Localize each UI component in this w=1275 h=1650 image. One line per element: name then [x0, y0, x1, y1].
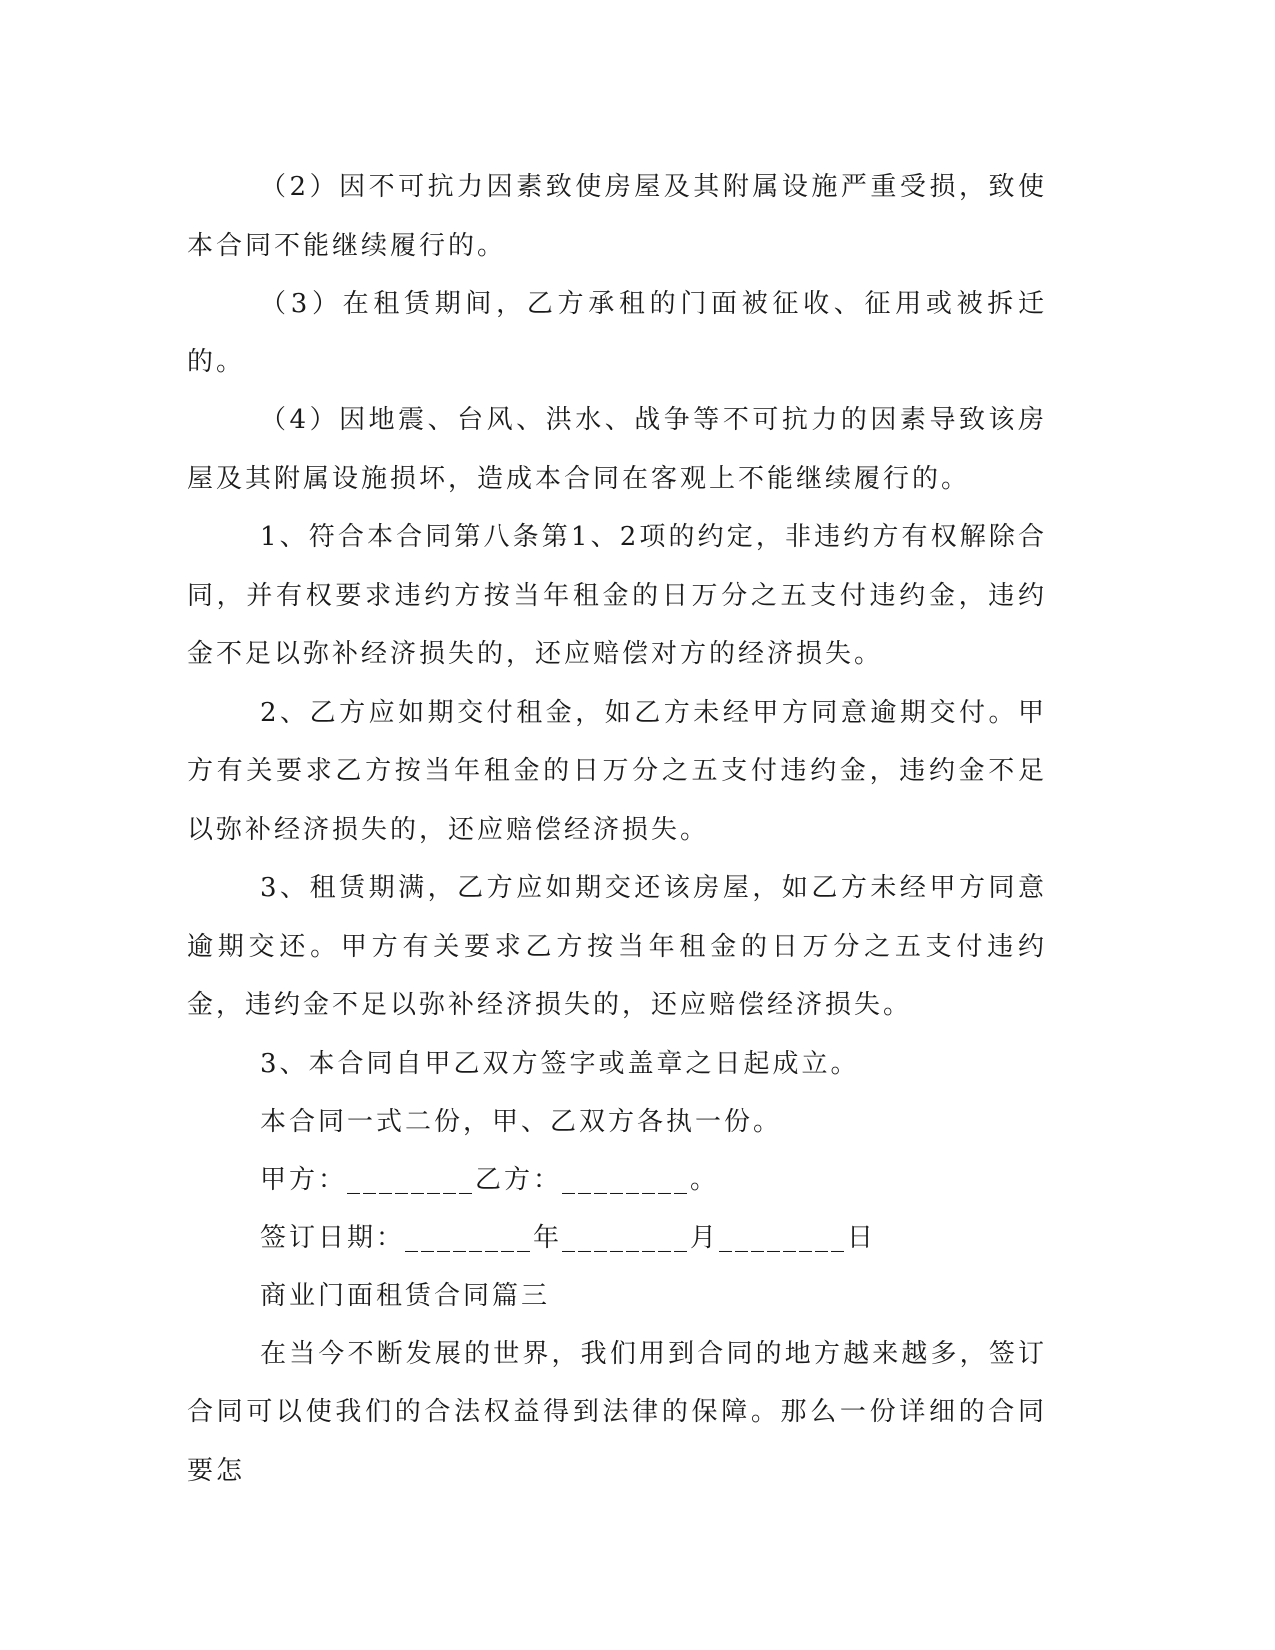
- section-heading: 商业门面租赁合同篇三: [260, 1280, 551, 1311]
- clause-late-return-penalty: 3、租赁期满，乙方应如期交还该房屋，如乙方未经甲方同意逾期交还。甲方有关要求乙方按当年租金的日万分之五支付违约金，违约金不足以弥补经济损失的，还应赔偿经济损失。: [187, 873, 1047, 1020]
- clause-termination-penalty: 1、符合本合同第八条第1、2项的约定，非违约方有权解除合同，并有权要求违约方按当年租金的日万分之五支付违约金，违约金不足以弥补经济损失的，还应赔偿对方的经济损失。: [187, 522, 1047, 669]
- signing-date-line: 签订日期：________年________月________日: [260, 1222, 877, 1253]
- signature-parties-line: 甲方：________乙方：________。: [260, 1164, 720, 1195]
- clause-natural-disaster: （4）因地震、台风、洪水、战争等不可抗力的因素导致该房屋及其附属设施损坏，造成本合同在客观上不能继续履行的。: [187, 405, 1047, 494]
- clause-copies: 本合同一式二份，甲、乙双方各执一份。: [260, 1106, 783, 1137]
- clause-expropriation: （3）在租赁期间，乙方承租的门面被征收、征用或被拆迁的。: [187, 289, 1047, 377]
- document-body: [187, 158, 1047, 1500]
- clause-force-majeure-damage: （2）因不可抗力因素致使房屋及其附属设施严重受损，致使本合同不能继续履行的。: [187, 172, 1047, 261]
- intro-paragraph: 在当今不断发展的世界，我们用到合同的地方越来越多，签订合同可以使我们的合法权益得到法律的保障。那么一份详细的合同要怎: [187, 1338, 1047, 1486]
- clause-late-rent-penalty: 2、乙方应如期交付租金，如乙方未经甲方同意逾期交付。甲方有关要求乙方按当年租金的日万分之五支付违约金，违约金不足以弥补经济损失的，还应赔偿经济损失。: [187, 697, 1047, 845]
- clause-effective-date: 3、本合同自甲乙双方签字或盖章之日起成立。: [260, 1048, 860, 1079]
